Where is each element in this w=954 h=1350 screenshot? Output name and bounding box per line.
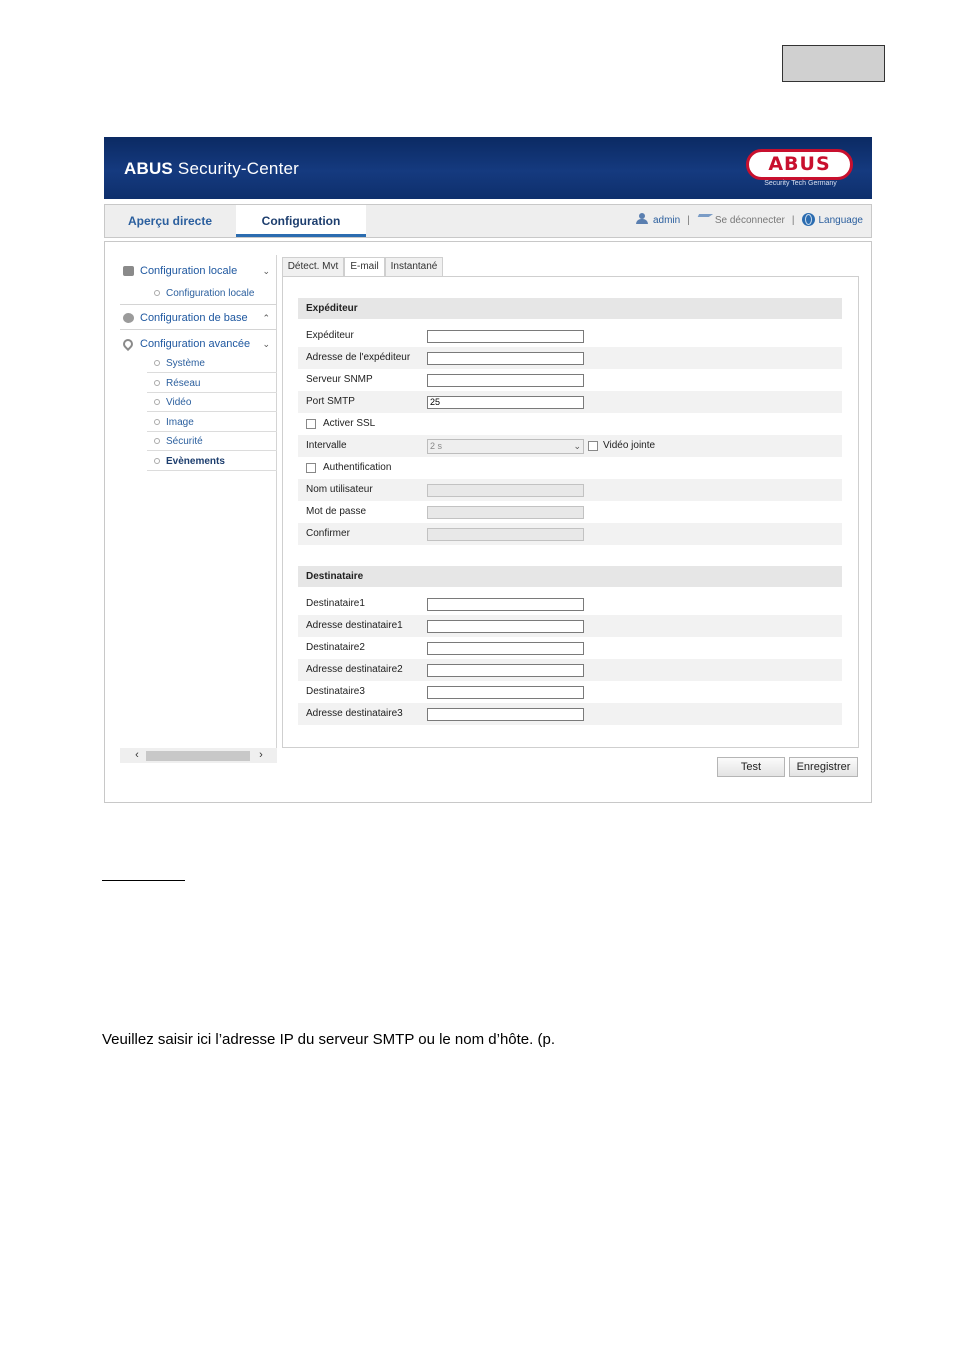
confirm-password-input[interactable]: [427, 528, 584, 541]
authentication-checkbox[interactable]: [306, 463, 316, 473]
divider: [120, 329, 277, 330]
chevron-down-icon: ⌄: [262, 339, 270, 349]
ssl-checkbox[interactable]: [306, 419, 316, 429]
logo-text: ABUS: [768, 153, 831, 175]
sender-heading: Expéditeur: [298, 298, 842, 319]
form-row-smtp-server: Serveur SNMP: [298, 369, 842, 391]
tab-motion-detection[interactable]: Détect. Mvt: [282, 257, 344, 277]
form-row-ssl: Activer SSL: [298, 413, 842, 435]
form-row-password: Mot de passe: [298, 501, 842, 523]
divider: [120, 304, 277, 305]
form-row-recipient2-address: Adresse destinataire2: [298, 659, 842, 681]
recipient1-address-input[interactable]: [427, 620, 584, 633]
basic-config-icon: [123, 313, 134, 323]
sidebar-item-video[interactable]: Vidéo: [147, 393, 277, 412]
chevron-down-icon: ⌄: [573, 441, 581, 451]
screenshot: [104, 137, 872, 803]
tab-email[interactable]: E-mail: [344, 257, 385, 277]
save-button[interactable]: Enregistrer: [789, 757, 858, 777]
logout-link[interactable]: Se déconnecter: [714, 215, 785, 226]
bullet-icon: [154, 458, 160, 464]
recipient-heading: Destinataire: [298, 566, 842, 587]
bullet-icon: [154, 360, 160, 366]
form-row-recipient3-address: Adresse destinataire3: [298, 703, 842, 725]
recipient3-input[interactable]: [427, 686, 584, 699]
sidebar-item-events[interactable]: Evènements: [147, 452, 277, 471]
recipient2-input[interactable]: [427, 642, 584, 655]
local-config-icon: [123, 266, 134, 276]
form-row-interval: Intervalle 2 s ⌄ Vidéo jointe: [298, 435, 842, 457]
caption-text: Veuillez saisir ici l’adresse IP du serveur SMTP ou le nom d’hôte. (p.: [102, 1031, 555, 1048]
chevron-down-icon: ⌄: [262, 266, 270, 276]
recipient1-input[interactable]: [427, 598, 584, 611]
sidebar-item-network[interactable]: Réseau: [147, 374, 277, 393]
language-link[interactable]: Language: [818, 215, 863, 226]
sidebar: [120, 255, 277, 750]
tab-live-view[interactable]: Aperçu directe: [127, 214, 213, 228]
password-input[interactable]: [427, 506, 584, 519]
form-row-recipient1-address: Adresse destinataire1: [298, 615, 842, 637]
scroll-thumb[interactable]: [146, 751, 250, 761]
smtp-server-input[interactable]: [427, 374, 584, 387]
smtp-port-input[interactable]: 25: [427, 396, 584, 409]
sender-address-input[interactable]: [427, 352, 584, 365]
sidebar-item-local-config[interactable]: Configuration locale: [147, 284, 277, 303]
page-marker-box: [782, 45, 885, 82]
content-area: [104, 241, 872, 803]
abus-logo: [746, 149, 853, 180]
recipient2-address-input[interactable]: [427, 664, 584, 677]
form-row-sender-address: Adresse de l'expéditeur: [298, 347, 842, 369]
globe-icon: [802, 213, 815, 226]
logout-icon: [695, 214, 713, 223]
username-input[interactable]: [427, 484, 584, 497]
form-row-sender: Expéditeur: [298, 325, 842, 347]
sidebar-section-local[interactable]: Configuration locale ⌄: [120, 259, 277, 283]
app-title: ABUS Security-Center: [124, 159, 300, 178]
sidebar-scrollbar[interactable]: [120, 748, 277, 763]
app-banner: [104, 137, 872, 199]
email-settings-form: [282, 276, 859, 748]
bullet-icon: [154, 290, 160, 296]
scroll-right-icon[interactable]: ›: [259, 749, 263, 761]
bullet-icon: [154, 438, 160, 444]
interval-select[interactable]: 2 s ⌄: [427, 439, 584, 454]
chevron-up-icon: ⌃: [262, 313, 270, 323]
test-button[interactable]: Test: [717, 757, 785, 777]
sidebar-item-security[interactable]: Sécurité: [147, 432, 277, 451]
sidebar-section-basic[interactable]: Configuration de base ⌃: [120, 306, 277, 330]
logo-tagline: Security Tech Germany: [764, 180, 837, 187]
form-row-recipient2: Destinataire2: [298, 637, 842, 659]
form-row-smtp-port: Port SMTP 25: [298, 391, 842, 413]
sidebar-item-image[interactable]: Image: [147, 413, 277, 432]
tab-snapshot[interactable]: Instantané: [385, 257, 443, 277]
bullet-icon: [154, 399, 160, 405]
bullet-icon: [154, 419, 160, 425]
bullet-icon: [154, 380, 160, 386]
user-bar: admin | Se déconnecter | Language: [636, 205, 863, 237]
heading-underline: [102, 880, 185, 881]
form-row-recipient1: Destinataire1: [298, 593, 842, 615]
wrench-icon: [121, 337, 135, 351]
user-icon: [636, 213, 648, 224]
sidebar-item-system[interactable]: Système: [147, 354, 277, 373]
form-row-username: Nom utilisateur: [298, 479, 842, 501]
user-link[interactable]: admin: [652, 215, 681, 226]
main-nav: [104, 204, 872, 238]
video-attachment-checkbox[interactable]: [588, 441, 598, 451]
scroll-left-icon[interactable]: ‹: [135, 749, 139, 761]
sidebar-section-advanced[interactable]: Configuration avancée ⌄: [120, 332, 277, 356]
form-row-authentication: Authentification: [298, 457, 842, 479]
form-row-recipient3: Destinataire3: [298, 681, 842, 703]
recipient3-address-input[interactable]: [427, 708, 584, 721]
form-row-confirm: Confirmer: [298, 523, 842, 545]
sender-input[interactable]: [427, 330, 584, 343]
tab-configuration[interactable]: Configuration: [236, 205, 366, 237]
